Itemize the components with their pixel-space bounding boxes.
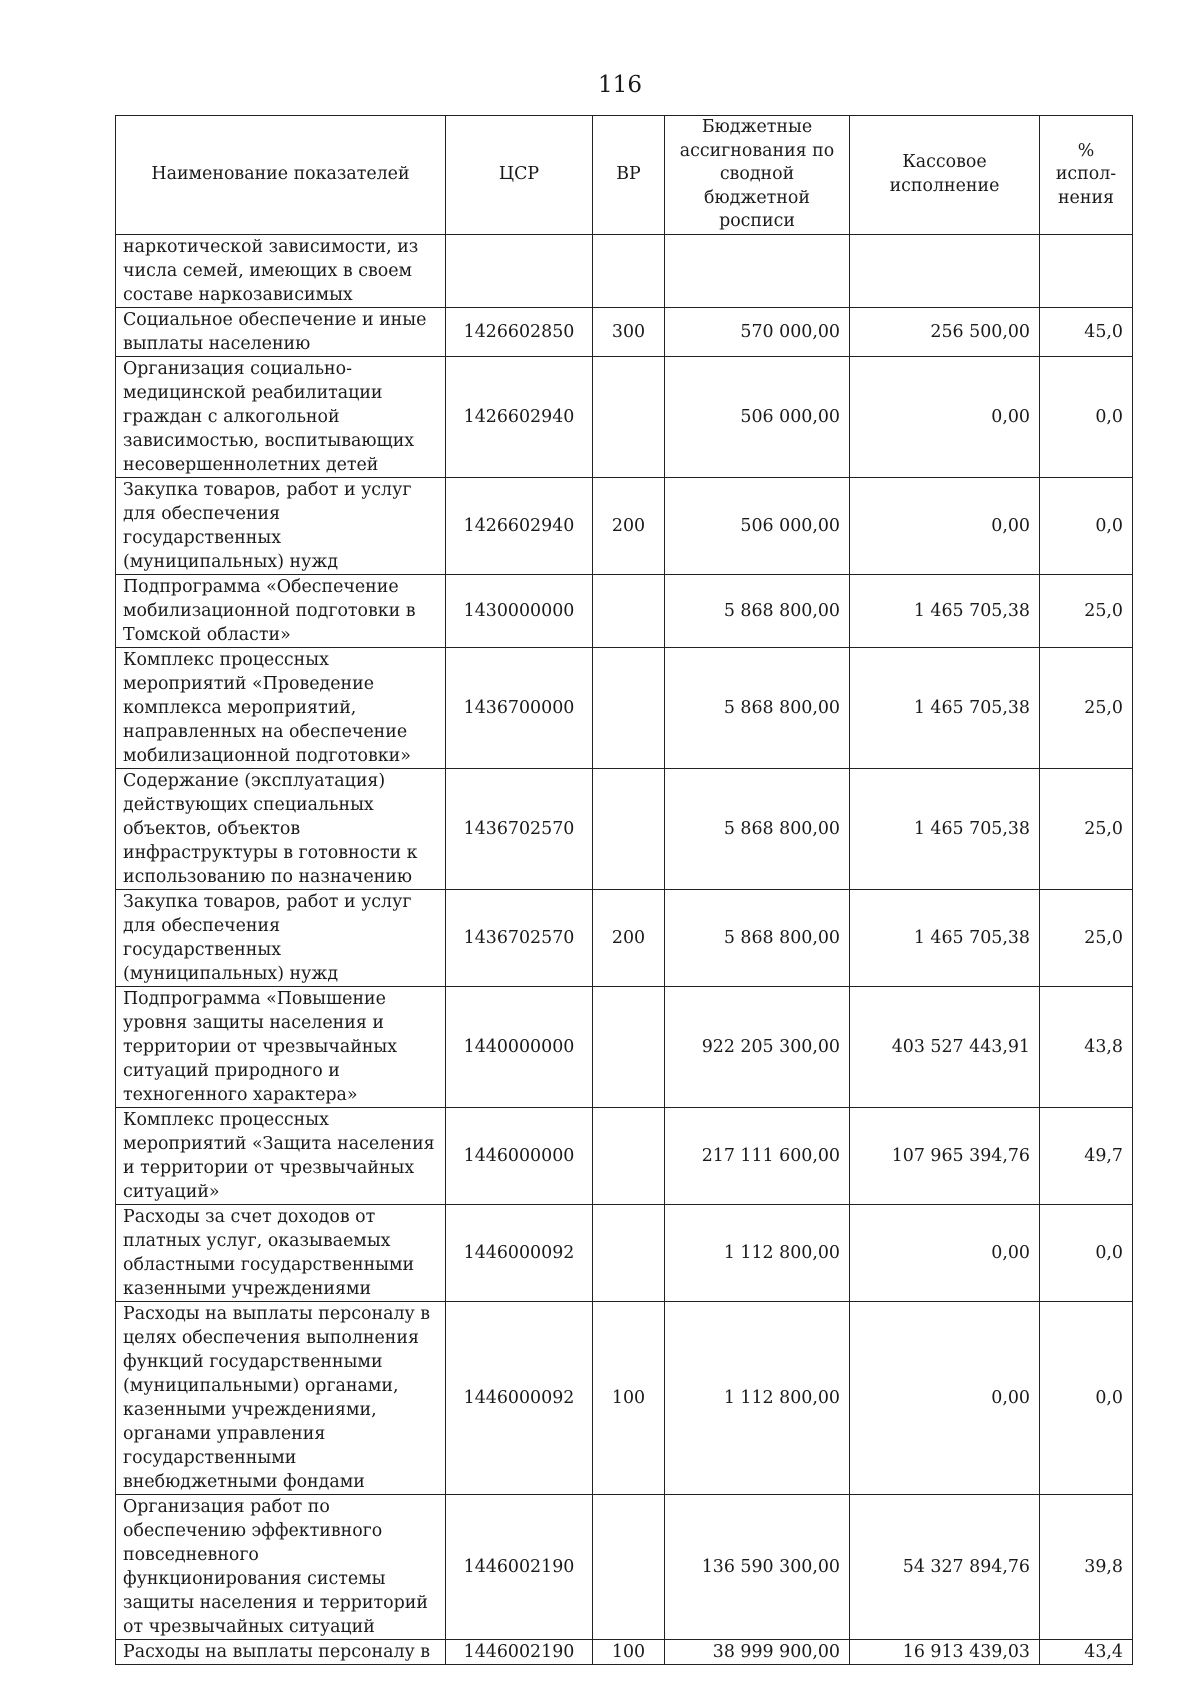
header-csr: ЦСР — [446, 116, 593, 235]
row-vr-cell: 300 — [593, 307, 665, 356]
row-vr-cell: 200 — [593, 477, 665, 574]
table-row — [116, 1107, 1133, 1204]
row-cash-cell: 0,00 — [850, 477, 1040, 574]
row-cash-cell: 256 500,00 — [850, 307, 1040, 356]
table-row — [116, 1494, 1133, 1639]
row-vr-cell — [593, 986, 665, 1107]
row-csr-cell: 1436702570 — [446, 889, 593, 986]
header-cash: Кассовое исполнение — [850, 116, 1040, 235]
row-vr-cell — [593, 574, 665, 647]
row-percent-cell: 25,0 — [1040, 647, 1133, 768]
row-name-cell: Комплекс процессных мероприятий «Защита населения и территории от чрезвычайных ситуаций» — [116, 1107, 446, 1204]
header-name: Наименование показателей — [116, 116, 446, 235]
row-name-cell: Расходы на выплаты персоналу в — [116, 1639, 446, 1664]
row-percent-cell: 43,4 — [1040, 1639, 1133, 1664]
header-vr: ВР — [593, 116, 665, 235]
row-percent-cell: 39,8 — [1040, 1494, 1133, 1639]
table-row — [116, 356, 1133, 477]
table-row — [116, 889, 1133, 986]
table-row — [116, 234, 1133, 307]
row-vr-cell — [593, 647, 665, 768]
row-cash-cell: 1 465 705,38 — [850, 889, 1040, 986]
page-number: 116 — [598, 72, 642, 98]
row-csr-cell: 1436702570 — [446, 768, 593, 889]
row-vr-cell — [593, 1204, 665, 1301]
table-row — [116, 1301, 1133, 1494]
row-cash-cell: 0,00 — [850, 356, 1040, 477]
row-percent-cell: 25,0 — [1040, 768, 1133, 889]
row-percent-cell: 25,0 — [1040, 889, 1133, 986]
row-cash-cell: 54 327 894,76 — [850, 1494, 1040, 1639]
row-csr-cell: 1426602940 — [446, 356, 593, 477]
row-name-cell: Подпрограмма «Обеспечение мобилизационной подготовки в Томской области» — [116, 574, 446, 647]
row-budget-cell: 506 000,00 — [665, 356, 850, 477]
row-cash-cell: 0,00 — [850, 1204, 1040, 1301]
row-percent-cell: 49,7 — [1040, 1107, 1133, 1204]
row-vr-cell — [593, 768, 665, 889]
row-csr-cell: 1446002190 — [446, 1639, 593, 1664]
row-csr-cell: 1436700000 — [446, 647, 593, 768]
row-budget-cell: 1 112 800,00 — [665, 1301, 850, 1494]
table-row — [116, 1204, 1133, 1301]
row-cash-cell: 0,00 — [850, 1301, 1040, 1494]
row-budget-cell: 5 868 800,00 — [665, 768, 850, 889]
row-vr-cell — [593, 1494, 665, 1639]
row-csr-cell: 1446002190 — [446, 1494, 593, 1639]
row-vr-cell: 200 — [593, 889, 665, 986]
row-percent-cell: 0,0 — [1040, 1301, 1133, 1494]
row-budget-cell: 570 000,00 — [665, 307, 850, 356]
row-budget-cell: 1 112 800,00 — [665, 1204, 850, 1301]
row-name-cell: Закупка товаров, работ и услуг для обеспечения государственных (муниципальных) нужд — [116, 889, 446, 986]
row-name-cell: Подпрограмма «Повышение уровня защиты населения и территории от чрезвычайных ситуаций природного и техногенного характера» — [116, 986, 446, 1107]
row-budget-cell: 217 111 600,00 — [665, 1107, 850, 1204]
row-budget-cell: 136 590 300,00 — [665, 1494, 850, 1639]
header-budget: Бюджетные ассигнования по сводной бюджетной росписи — [665, 116, 850, 235]
row-name-cell: Расходы на выплаты персоналу в целях обеспечения выполнения функций государственными (муниципальными) органами, казенными учреждениями, органами управления государственными внебюджетными фондами — [116, 1301, 446, 1494]
row-name-cell: Организация работ по обеспечению эффективного повседневного функционирования системы защиты населения и территорий от чрезвычайных ситуаций — [116, 1494, 446, 1639]
row-percent-cell: 45,0 — [1040, 307, 1133, 356]
row-name-cell: Закупка товаров, работ и услуг для обеспечения государственных (муниципальных) нужд — [116, 477, 446, 574]
row-name-cell: Организация социально-медицинской реабилитации граждан с алкогольной зависимостью, воспитывающих несовершеннолетних детей — [116, 356, 446, 477]
table-row — [116, 768, 1133, 889]
row-percent-cell: 0,0 — [1040, 356, 1133, 477]
row-csr-cell: 1426602850 — [446, 307, 593, 356]
row-cash-cell — [850, 234, 1040, 307]
row-budget-cell: 506 000,00 — [665, 477, 850, 574]
table-row — [116, 477, 1133, 574]
row-cash-cell: 16 913 439,03 — [850, 1639, 1040, 1664]
table-row — [116, 986, 1133, 1107]
row-cash-cell: 1 465 705,38 — [850, 768, 1040, 889]
row-name-cell: Расходы за счет доходов от платных услуг, оказываемых областными государственными казенными учреждениями — [116, 1204, 446, 1301]
row-budget-cell: 5 868 800,00 — [665, 574, 850, 647]
budget-execution-table — [115, 115, 1133, 1665]
row-csr-cell: 1440000000 — [446, 986, 593, 1107]
table-header-row — [116, 116, 1133, 235]
row-percent-cell — [1040, 234, 1133, 307]
row-name-cell: Социальное обеспечение и иные выплаты населению — [116, 307, 446, 356]
row-percent-cell: 0,0 — [1040, 1204, 1133, 1301]
table-row — [116, 574, 1133, 647]
header-percent: % испол-нения — [1040, 116, 1133, 235]
row-budget-cell: 5 868 800,00 — [665, 889, 850, 986]
row-csr-cell — [446, 234, 593, 307]
row-cash-cell: 403 527 443,91 — [850, 986, 1040, 1107]
row-csr-cell: 1446000000 — [446, 1107, 593, 1204]
row-percent-cell: 0,0 — [1040, 477, 1133, 574]
row-budget-cell: 922 205 300,00 — [665, 986, 850, 1107]
row-name-cell: Комплекс процессных мероприятий «Проведение комплекса мероприятий, направленных на обеспечение мобилизационной подготовки» — [116, 647, 446, 768]
row-csr-cell: 1446000092 — [446, 1301, 593, 1494]
row-cash-cell: 1 465 705,38 — [850, 647, 1040, 768]
row-vr-cell — [593, 1107, 665, 1204]
row-percent-cell: 43,8 — [1040, 986, 1133, 1107]
row-csr-cell: 1426602940 — [446, 477, 593, 574]
row-vr-cell: 100 — [593, 1639, 665, 1664]
row-budget-cell — [665, 234, 850, 307]
row-cash-cell: 1 465 705,38 — [850, 574, 1040, 647]
table-row — [116, 307, 1133, 356]
table-row — [116, 1639, 1133, 1664]
row-budget-cell: 5 868 800,00 — [665, 647, 850, 768]
row-name-cell: Содержание (эксплуатация) действующих специальных объектов, объектов инфраструктуры в готовности к использованию по назначению — [116, 768, 446, 889]
row-vr-cell: 100 — [593, 1301, 665, 1494]
row-cash-cell: 107 965 394,76 — [850, 1107, 1040, 1204]
row-vr-cell — [593, 356, 665, 477]
row-vr-cell — [593, 234, 665, 307]
row-percent-cell: 25,0 — [1040, 574, 1133, 647]
row-csr-cell: 1430000000 — [446, 574, 593, 647]
row-csr-cell: 1446000092 — [446, 1204, 593, 1301]
table-row — [116, 647, 1133, 768]
row-budget-cell: 38 999 900,00 — [665, 1639, 850, 1664]
row-name-cell: наркотической зависимости, из числа семей, имеющих в своем составе наркозависимых — [116, 234, 446, 307]
